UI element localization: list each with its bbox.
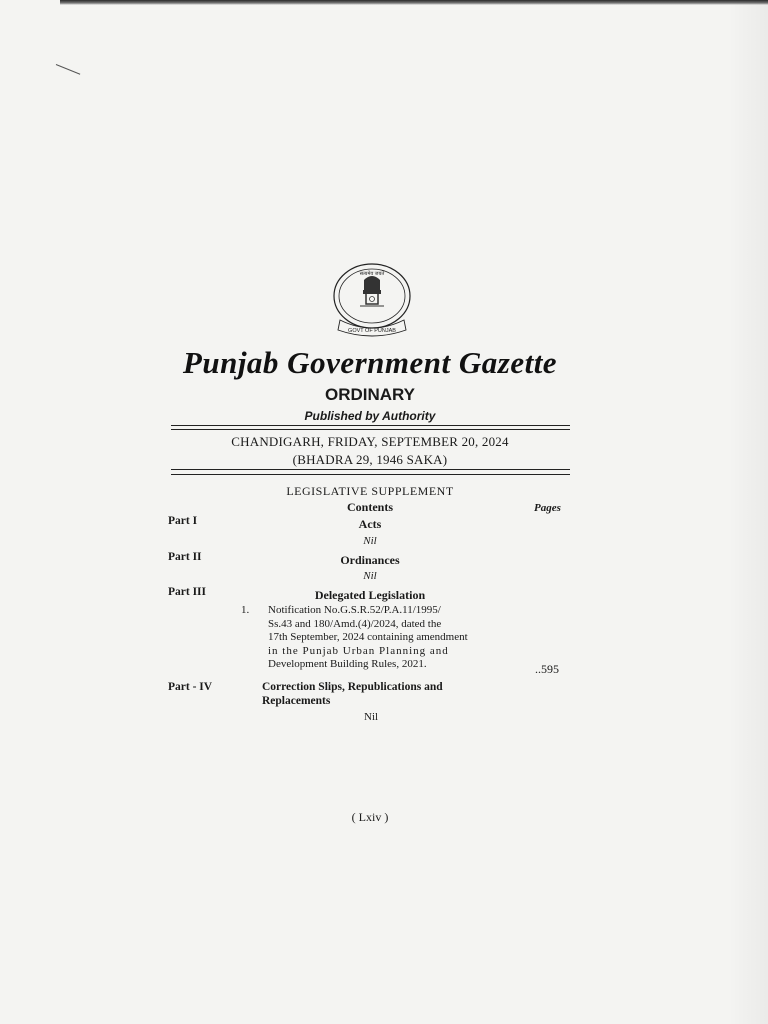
emblem-lower-text: GOVT OF PUNJAB [348,328,396,334]
page-edge-shadow [60,0,768,5]
entry-line: Notification No.G.S.R.52/P.A.11/1995/ [268,604,441,616]
entry-line: in the Punjab Urban Planning and [268,644,449,657]
part-iv-heading [262,681,492,708]
dateline: CHANDIGARH, FRIDAY, SEPTEMBER 20, 2024 [231,434,509,449]
entry-line: Ss.43 and 180/Amd.(4)/2024, dated the [268,617,442,630]
gazette-category: ORDINARY [324,385,416,404]
state-emblem-icon [330,262,414,338]
part-iv-label: Part - IV [168,681,213,693]
gazette-authority: Published by Authority [304,409,436,423]
item-number: 1. [241,604,250,616]
heading-line: Correction Slips, Republications and [262,681,443,693]
part-i-heading: Acts [358,517,382,531]
contents-heading: Contents [346,500,393,514]
entry-line: Development Building Rules, 2021. [268,658,427,670]
part-iii-label: Part III [168,586,207,598]
saka-date: (BHADRA 29, 1946 SAKA) [292,452,448,467]
part-iv-nil: Nil [364,711,379,723]
item-page-number: ..595 [535,662,559,676]
emblem-upper-text: सत्यमेव जयते [359,271,385,277]
pages-heading: Pages [534,502,561,514]
supplement-heading: LEGISLATIVE SUPPLEMENT [286,484,454,498]
part-ii-heading: Ordinances [340,553,400,567]
page-shade [728,0,768,1024]
divider-rule [171,429,570,430]
scan-mark [56,64,80,75]
notification-entry [268,604,482,672]
part-i-nil: Nil [363,535,377,547]
divider-rule [171,474,570,475]
part-ii-label: Part II [168,551,202,563]
part-iii-heading: Delegated Legislation [314,588,426,602]
gazette-title: Punjab Government Gazette [182,345,558,380]
divider-rule [171,469,570,470]
part-i-label: Part I [168,515,198,527]
divider-rule [171,425,570,426]
heading-line: Replacements [262,694,331,707]
folio-number: ( Lxiv ) [351,810,389,824]
entry-line: 17th September, 2024 containing amendment [268,631,468,643]
part-ii-nil: Nil [363,570,377,582]
